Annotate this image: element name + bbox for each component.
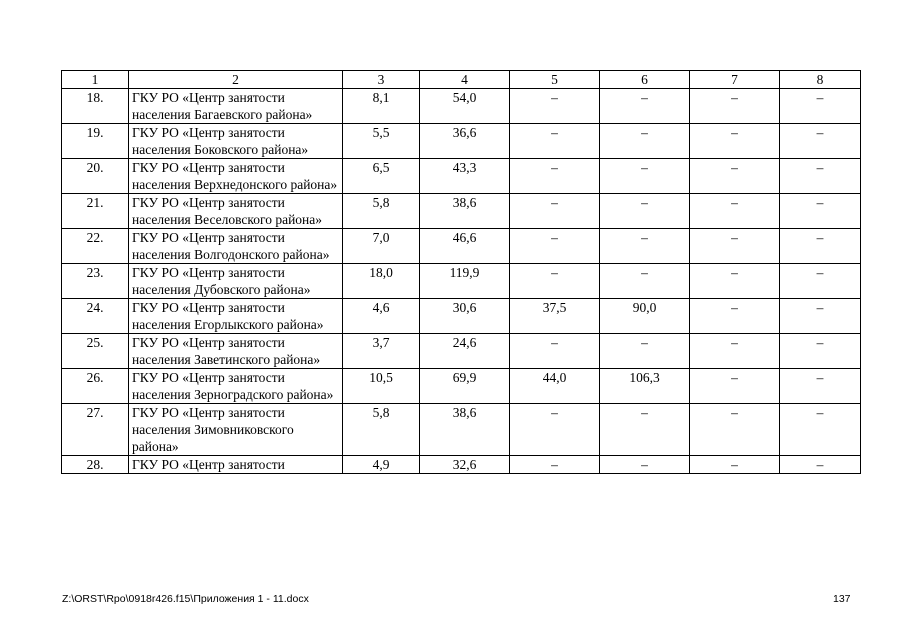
column-header: 1 bbox=[62, 71, 129, 89]
column-header: 2 bbox=[129, 71, 343, 89]
col-8-value: – bbox=[780, 159, 861, 194]
col-3-value: 4,9 bbox=[343, 456, 420, 474]
table-row bbox=[62, 456, 861, 474]
col-7-value: – bbox=[690, 299, 780, 334]
col-6-value: – bbox=[600, 159, 690, 194]
row-number: 27. bbox=[62, 404, 129, 456]
col-6-value: – bbox=[600, 404, 690, 456]
col-7-value: – bbox=[690, 159, 780, 194]
organization-name: ГКУ РО «Центр занятости населения Веселовского района» bbox=[129, 194, 343, 229]
col-4-value: 32,6 bbox=[420, 456, 510, 474]
col-4-value: 24,6 bbox=[420, 334, 510, 369]
row-number: 28. bbox=[62, 456, 129, 474]
col-7-value: – bbox=[690, 369, 780, 404]
organization-name: ГКУ РО «Центр занятости населения Волгодонского района» bbox=[129, 229, 343, 264]
col-5-value: – bbox=[510, 229, 600, 264]
col-4-value: 30,6 bbox=[420, 299, 510, 334]
col-8-value: – bbox=[780, 456, 861, 474]
col-5-value: 37,5 bbox=[510, 299, 600, 334]
col-6-value: – bbox=[600, 264, 690, 299]
page-number: 137 bbox=[833, 593, 851, 605]
col-6-value: – bbox=[600, 194, 690, 229]
col-8-value: – bbox=[780, 264, 861, 299]
table-row bbox=[62, 229, 861, 264]
row-number: 20. bbox=[62, 159, 129, 194]
organization-name: ГКУ РО «Центр занятости населения Боковского района» bbox=[129, 124, 343, 159]
table-row bbox=[62, 299, 861, 334]
organization-name: ГКУ РО «Центр занятости населения Багаевского района» bbox=[129, 89, 343, 124]
table-row bbox=[62, 334, 861, 369]
col-5-value: – bbox=[510, 456, 600, 474]
col-5-value: – bbox=[510, 194, 600, 229]
row-number: 18. bbox=[62, 89, 129, 124]
col-3-value: 3,7 bbox=[343, 334, 420, 369]
organization-name: ГКУ РО «Центр занятости населения Дубовского района» bbox=[129, 264, 343, 299]
col-7-value: – bbox=[690, 264, 780, 299]
col-3-value: 18,0 bbox=[343, 264, 420, 299]
col-6-value: – bbox=[600, 89, 690, 124]
col-6-value: 106,3 bbox=[600, 369, 690, 404]
row-number: 22. bbox=[62, 229, 129, 264]
column-header: 4 bbox=[420, 71, 510, 89]
col-4-value: 36,6 bbox=[420, 124, 510, 159]
col-7-value: – bbox=[690, 334, 780, 369]
row-number: 23. bbox=[62, 264, 129, 299]
col-7-value: – bbox=[690, 456, 780, 474]
col-4-value: 119,9 bbox=[420, 264, 510, 299]
col-8-value: – bbox=[780, 299, 861, 334]
column-header: 3 bbox=[343, 71, 420, 89]
table-row bbox=[62, 404, 861, 456]
col-8-value: – bbox=[780, 369, 861, 404]
col-6-value: – bbox=[600, 229, 690, 264]
col-8-value: – bbox=[780, 194, 861, 229]
organization-name: ГКУ РО «Центр занятости населения Зимовниковского района» bbox=[129, 404, 343, 456]
col-3-value: 5,8 bbox=[343, 194, 420, 229]
col-4-value: 69,9 bbox=[420, 369, 510, 404]
col-3-value: 5,8 bbox=[343, 404, 420, 456]
col-8-value: – bbox=[780, 229, 861, 264]
header-row bbox=[62, 71, 861, 89]
col-8-value: – bbox=[780, 404, 861, 456]
col-3-value: 8,1 bbox=[343, 89, 420, 124]
column-header: 7 bbox=[690, 71, 780, 89]
row-number: 21. bbox=[62, 194, 129, 229]
col-6-value: – bbox=[600, 334, 690, 369]
row-number: 24. bbox=[62, 299, 129, 334]
col-5-value: – bbox=[510, 334, 600, 369]
col-4-value: 46,6 bbox=[420, 229, 510, 264]
col-6-value: 90,0 bbox=[600, 299, 690, 334]
col-7-value: – bbox=[690, 124, 780, 159]
col-8-value: – bbox=[780, 89, 861, 124]
table-row bbox=[62, 124, 861, 159]
table-row bbox=[62, 89, 861, 124]
col-7-value: – bbox=[690, 194, 780, 229]
table-row bbox=[62, 159, 861, 194]
table-row bbox=[62, 369, 861, 404]
col-4-value: 54,0 bbox=[420, 89, 510, 124]
col-4-value: 43,3 bbox=[420, 159, 510, 194]
organization-name: ГКУ РО «Центр занятости населения Заветинского района» bbox=[129, 334, 343, 369]
column-header: 8 bbox=[780, 71, 861, 89]
col-7-value: – bbox=[690, 229, 780, 264]
col-5-value: – bbox=[510, 89, 600, 124]
organization-name: ГКУ РО «Центр занятости населения Верхнедонского района» bbox=[129, 159, 343, 194]
col-5-value: 44,0 bbox=[510, 369, 600, 404]
col-3-value: 10,5 bbox=[343, 369, 420, 404]
table-row bbox=[62, 194, 861, 229]
organization-name: ГКУ РО «Центр занятости bbox=[129, 456, 343, 474]
column-header: 5 bbox=[510, 71, 600, 89]
col-7-value: – bbox=[690, 89, 780, 124]
data-table bbox=[61, 70, 861, 474]
col-5-value: – bbox=[510, 124, 600, 159]
organization-name: ГКУ РО «Центр занятости населения Егорлыкского района» bbox=[129, 299, 343, 334]
row-number: 19. bbox=[62, 124, 129, 159]
col-4-value: 38,6 bbox=[420, 404, 510, 456]
row-number: 25. bbox=[62, 334, 129, 369]
col-6-value: – bbox=[600, 456, 690, 474]
col-6-value: – bbox=[600, 124, 690, 159]
col-3-value: 7,0 bbox=[343, 229, 420, 264]
col-8-value: – bbox=[780, 334, 861, 369]
col-4-value: 38,6 bbox=[420, 194, 510, 229]
file-path-footer: Z:\ORST\Rpo\0918r426.f15\Приложения 1 - 11.docx bbox=[62, 593, 309, 605]
col-5-value: – bbox=[510, 404, 600, 456]
col-7-value: – bbox=[690, 404, 780, 456]
column-header: 6 bbox=[600, 71, 690, 89]
col-8-value: – bbox=[780, 124, 861, 159]
row-number: 26. bbox=[62, 369, 129, 404]
col-3-value: 4,6 bbox=[343, 299, 420, 334]
col-5-value: – bbox=[510, 264, 600, 299]
table-row bbox=[62, 264, 861, 299]
col-5-value: – bbox=[510, 159, 600, 194]
organization-name: ГКУ РО «Центр занятости населения Зерноградского района» bbox=[129, 369, 343, 404]
col-3-value: 5,5 bbox=[343, 124, 420, 159]
col-3-value: 6,5 bbox=[343, 159, 420, 194]
